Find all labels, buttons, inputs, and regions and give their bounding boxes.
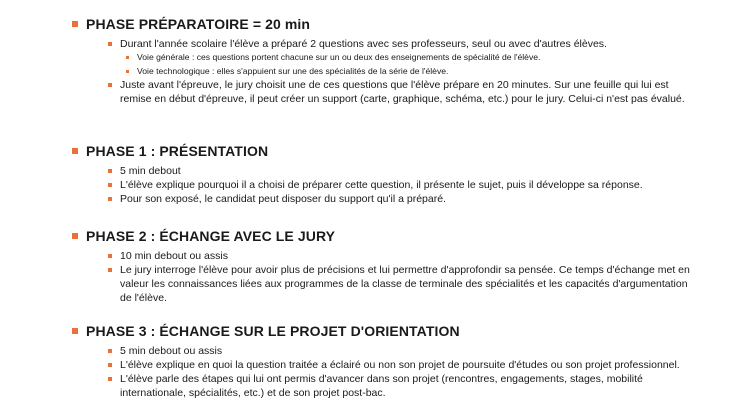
phase-2-section — [70, 228, 700, 305]
list-item: 5 min debout — [70, 164, 700, 178]
sub-list-item: Voie technologique : elles s'appuient sur une des spécialités de la série de l'élève. — [70, 65, 700, 79]
list-item: Pour son exposé, le candidat peut disposer du support qu'il a préparé. — [70, 192, 700, 206]
sub-list-item: Voie générale : ces questions portent chacune sur un ou deux des enseignements de spécialité de l'élève. — [70, 51, 700, 65]
list-item: L'élève parle des étapes qui lui ont permis d'avancer dans son projet (rencontres, engagements, stages, mobilité internationale, spécialités, etc.) et de son projet post-bac. — [70, 372, 700, 400]
list-item: L'élève explique pourquoi il a choisi de préparer cette question, il présente le sujet, puis il développe sa réponse. — [70, 178, 700, 192]
square-bullet-icon — [72, 148, 78, 154]
list-item: Juste avant l'épreuve, le jury choisit une de ces questions que l'élève prépare en 20 minutes. Sur une feuille qui lui est remise en début d'épreuve, il peut créer un support (carte, graphique, schéma, etc.) pour le jury. Celui-ci n'est pas évalué. — [70, 78, 700, 106]
list-item: L'élève explique en quoi la question traitée a éclairé ou non son projet de poursuite d'études ou son projet professionnel. — [70, 358, 700, 372]
list-item: 5 min debout ou assis — [70, 344, 700, 358]
phase-preparatoire-section — [70, 16, 700, 106]
phase-1-section — [70, 143, 700, 206]
list-item: 10 min debout ou assis — [70, 249, 700, 263]
phase-title: PHASE 3 : ÉCHANGE SUR LE PROJET D'ORIENTATION — [86, 323, 460, 339]
phase-title: PHASE PRÉPARATOIRE = 20 min — [86, 16, 311, 32]
phase-3-section — [70, 323, 700, 400]
square-bullet-icon — [72, 233, 78, 239]
square-bullet-icon — [72, 21, 78, 27]
phase-title: PHASE 2 : ÉCHANGE AVEC LE JURY — [86, 228, 336, 244]
list-item: Le jury interroge l'élève pour avoir plus de précisions et lui permettre d'approfondir sa pensée. Ce temps d'échange met en valeur les connaissances liées aux programmes de la classe de terminale des spécialités et les capacités d'argumentation de l'élève. — [70, 263, 700, 305]
list-item: Durant l'année scolaire l'élève a préparé 2 questions avec ses professeurs, seul ou avec d'autres élèves. — [70, 37, 700, 51]
square-bullet-icon — [72, 328, 78, 334]
phase-title: PHASE 1 : PRÉSENTATION — [86, 143, 269, 159]
